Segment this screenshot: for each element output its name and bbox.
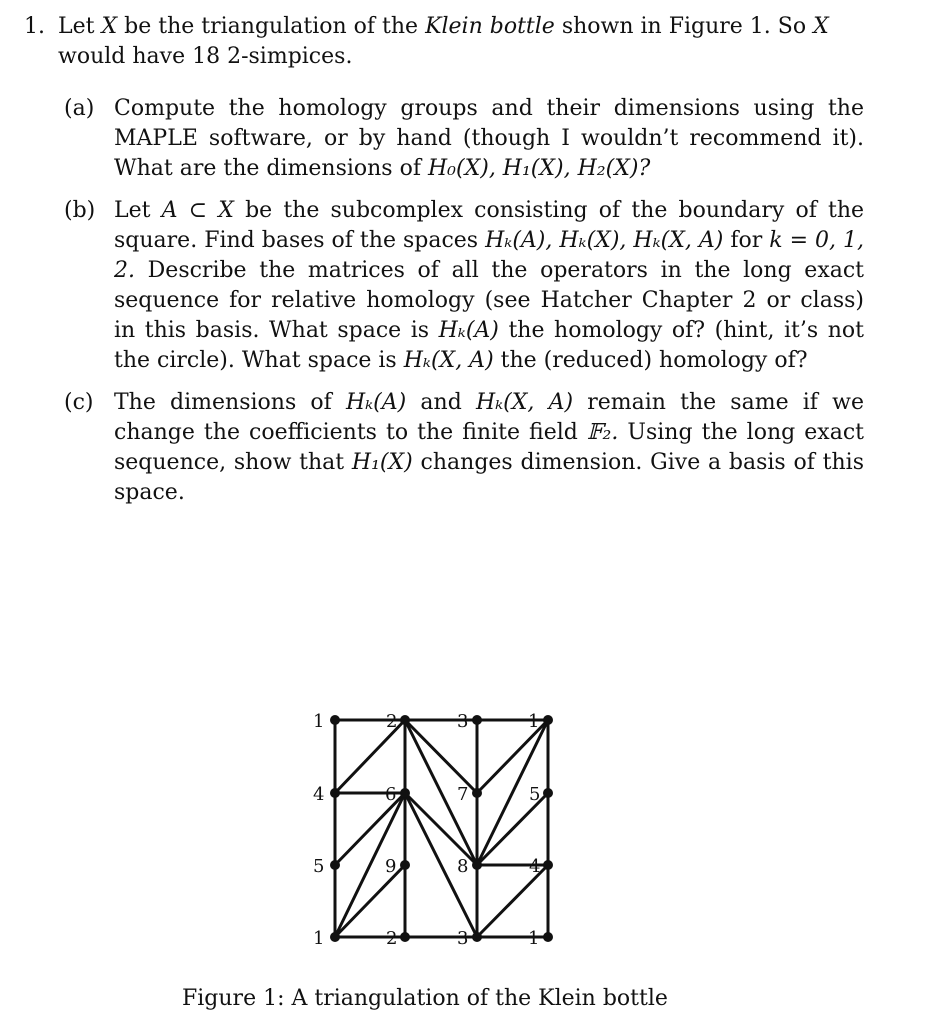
intro-var-2: X xyxy=(813,14,829,39)
part-b-text xyxy=(114,196,864,376)
intro-emphasis: Klein bottle xyxy=(425,14,555,39)
part-b-label: (b) xyxy=(64,198,96,223)
part-b-t3: for xyxy=(730,228,763,253)
vertex xyxy=(330,860,340,870)
figure-caption: Figure 1: A triangulation of the Klein bottle xyxy=(182,986,668,1011)
vertex xyxy=(472,932,482,942)
part-b-m1: A ⊂ X xyxy=(161,198,234,223)
part-c-t2: and xyxy=(420,390,462,415)
part-c-text xyxy=(114,388,864,508)
part-c-t5: changes dimension. Give a basis of this space. xyxy=(114,450,864,505)
vertex-label: 7 xyxy=(457,784,469,805)
intro-text-2: be the triangulation of the xyxy=(124,14,419,39)
part-c-t1: The dimensions of xyxy=(114,390,332,415)
part-c xyxy=(64,388,864,508)
part-c-m2: Hₖ(X, A) xyxy=(475,390,574,415)
part-b-m2: Hₖ(A), Hₖ(X), Hₖ(X, A) xyxy=(485,228,724,253)
triangulation-diagram xyxy=(300,700,580,960)
vertex-label: 1 xyxy=(313,928,325,949)
vertex-label: 2 xyxy=(386,928,398,949)
vertex-label: 1 xyxy=(528,928,540,949)
vertex-label: 4 xyxy=(529,856,541,877)
vertex-label: 9 xyxy=(385,856,397,877)
vertex xyxy=(543,860,553,870)
intro-var: X xyxy=(101,14,118,39)
klein-bottle-figure xyxy=(300,700,580,960)
vertex xyxy=(400,788,410,798)
part-a-text xyxy=(114,94,864,184)
part-a-math: H₀(X), H₁(X), H₂(X)? xyxy=(427,156,651,181)
part-a-t1: Compute the homology groups and their dimensions using the MAPLE software, or by hand (though I wouldn’t recommend it). What are the dimensions of xyxy=(114,96,864,181)
vertex xyxy=(472,715,482,725)
vertex-label: 1 xyxy=(528,711,540,732)
vertex-label: 6 xyxy=(385,784,397,805)
part-b-t1: Let xyxy=(114,198,151,223)
part-b-m4: Hₖ(A) xyxy=(438,318,499,343)
vertex xyxy=(400,860,410,870)
part-b-m5: Hₖ(X, A) xyxy=(403,348,494,373)
vertex xyxy=(330,715,340,725)
vertex xyxy=(472,860,482,870)
part-a-label: (a) xyxy=(64,96,95,121)
part-c-label: (c) xyxy=(64,390,94,415)
vertex xyxy=(400,932,410,942)
part-c-m3: 𝔽₂. xyxy=(586,420,619,445)
vertex-label: 3 xyxy=(457,711,469,732)
vertex-label: 5 xyxy=(529,784,541,805)
vertex xyxy=(543,715,553,725)
intro-text-3: shown in Figure 1. So xyxy=(561,14,807,39)
part-b-t2: be the subcomplex consisting of the boundary of the square. Find bases of the spaces xyxy=(114,198,865,253)
vertex xyxy=(472,788,482,798)
intro-text-1: Let xyxy=(58,14,95,39)
part-c-m4: H₁(X) xyxy=(351,450,413,475)
intro-text-4: would have 18 2-simpices. xyxy=(58,44,353,69)
part-b xyxy=(64,196,864,376)
part-c-t4: Using the long exact sequence, show that xyxy=(114,420,864,475)
part-b-t6: the (reduced) homology of? xyxy=(500,348,808,373)
part-b-t4: Describe the matrices of all the operators in the long exact sequence for relative homology (see Hatcher Chapter 2 or class) in this basis. What space is xyxy=(114,258,865,343)
vertex-label: 3 xyxy=(457,928,469,949)
part-a xyxy=(64,94,864,184)
vertex-label: 5 xyxy=(313,856,325,877)
vertex xyxy=(543,788,553,798)
vertex xyxy=(330,932,340,942)
part-c-m1: Hₖ(A) xyxy=(345,390,407,415)
vertex-label: 1 xyxy=(313,711,325,732)
problem-number: 1. xyxy=(24,14,45,39)
part-b-m3: k = 0, 1, 2. xyxy=(114,228,865,283)
problem-intro xyxy=(58,12,884,72)
vertex-label: 4 xyxy=(313,784,325,805)
part-c-t3: remain the same if we change the coefficients to the finite field xyxy=(114,390,864,445)
triangulation-edges xyxy=(335,720,548,937)
vertex xyxy=(400,715,410,725)
part-b-t5: the homology of? (hint, it’s not the circle). What space is xyxy=(114,318,864,373)
vertex-label: 8 xyxy=(457,856,469,877)
vertex-label: 2 xyxy=(386,711,398,732)
vertex xyxy=(543,932,553,942)
vertex xyxy=(330,788,340,798)
problem-1 xyxy=(24,12,884,72)
